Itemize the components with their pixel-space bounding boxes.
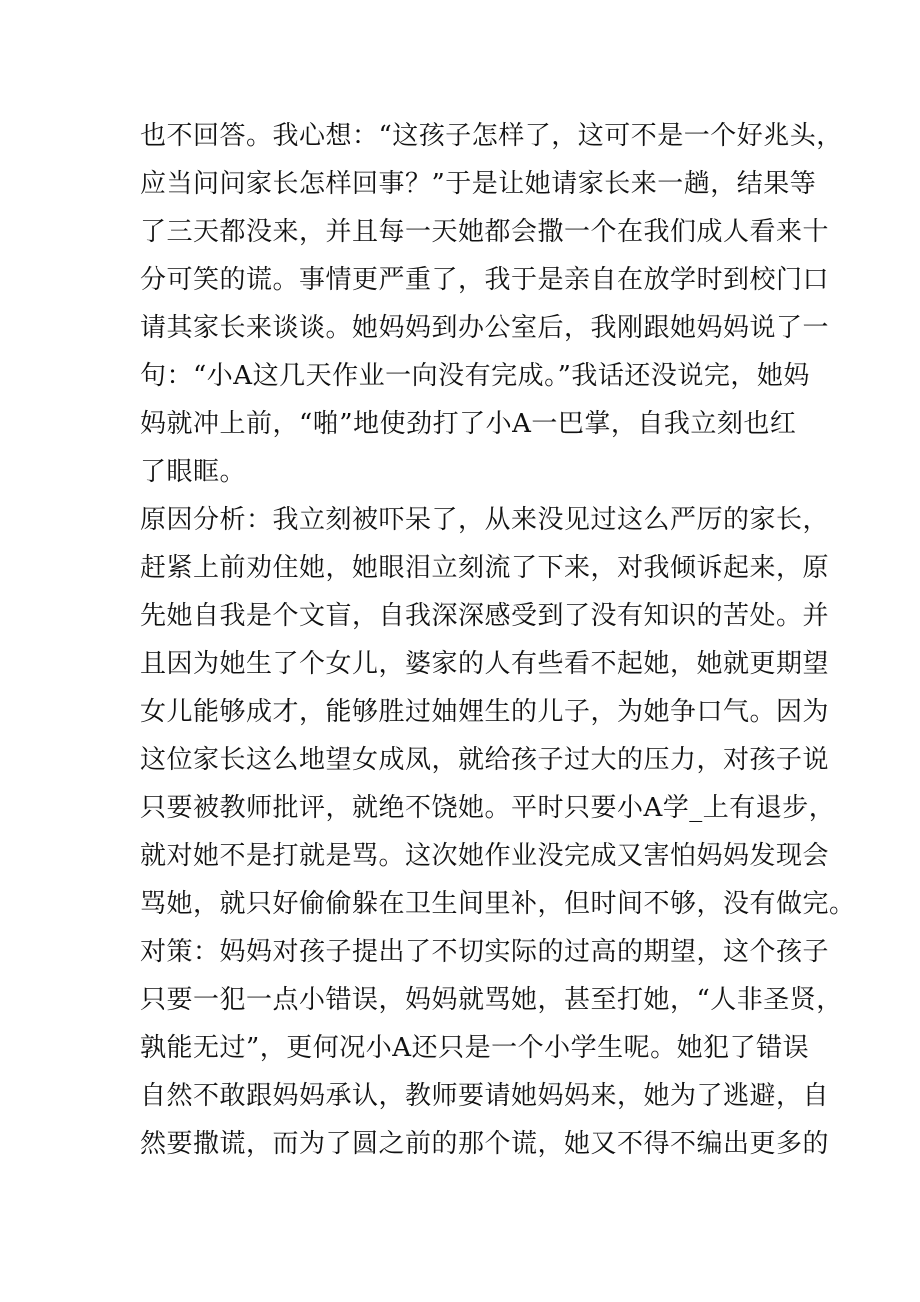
text-line: 也不回答。我心想：“这孩子怎样了，这可不是一个好兆头， — [140, 121, 843, 151]
text-line: 只要一犯一点小错误，妈妈就骂她，甚至打她，“人非圣贤， — [140, 985, 843, 1015]
text-line: 然要撒谎，而为了圆之前的那个谎，她又不得不编出更多的 — [140, 1129, 830, 1159]
text-line: 自然不敢跟妈妈承认，教师要请她妈妈来，她为了逃避，自 — [140, 1081, 830, 1111]
text-line: 骂她，就只好偷偷躲在卫生间里补，但时间不够，没有做完。 — [140, 889, 856, 919]
text-line: 妈就冲上前，“啪”地使劲打了小A一巴掌，自我立刻也红 — [140, 409, 797, 439]
text-line: 原因分析：我立刻被吓呆了，从来没见过这么严厉的家长， — [140, 505, 830, 535]
text-line: 就对她不是打就是骂。这次她作业没完成又害怕妈妈发现会 — [140, 841, 830, 871]
text-line: 且因为她生了个女儿，婆家的人有些看不起她，她就更期望 — [140, 649, 830, 679]
text-line: 女儿能够成才，能够胜过妯娌生的儿子，为她争口气。因为 — [140, 697, 830, 727]
text-line: 这位家长这么地望女成凤，就给孩子过大的压力，对孩子说 — [140, 745, 830, 775]
text-line: 了三天都没来，并且每一天她都会撒一个在我们成人看来十 — [140, 217, 830, 247]
text-line: 了眼眶。 — [140, 457, 247, 487]
text-line: 对策：妈妈对孩子提出了不切实际的过高的期望，这个孩子 — [140, 937, 830, 967]
text-line: 应当问问家长怎样回事？”于是让她请家长来一趟，结果等 — [140, 169, 817, 199]
text-line: 孰能无过”，更何况小A还只是一个小学生呢。她犯了错误 — [140, 1033, 810, 1063]
text-line: 先她自我是个文盲，自我深深感受到了没有知识的苦处。并 — [140, 601, 830, 631]
text-line: 只要被教师批评，就绝不饶她。平时只要小A学_上有退步， — [140, 793, 836, 823]
text-line: 赶紧上前劝住她，她眼泪立刻流了下来，对我倾诉起来，原 — [140, 553, 830, 583]
text-line: 请其家长来谈谈。她妈妈到办公室后，我刚跟她妈妈说了一 — [140, 313, 830, 343]
text-line: 句：“小A这几天作业一向没有完成。”我话还没说完，她妈 — [140, 361, 810, 391]
text-line: 分可笑的谎。事情更严重了，我于是亲自在放学时到校门口 — [140, 265, 830, 295]
document-body — [140, 112, 856, 1168]
